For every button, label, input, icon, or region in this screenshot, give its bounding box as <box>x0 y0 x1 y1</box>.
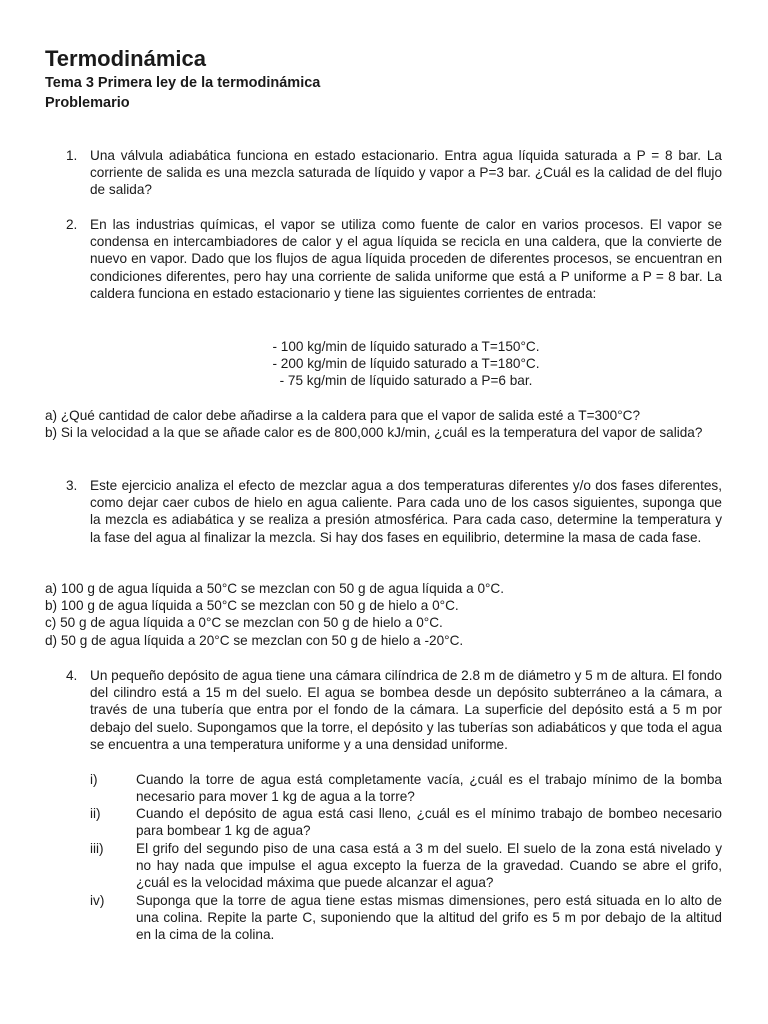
question: b) Si la velocidad a la que se añade calor es de 800,000 kJ/min, ¿cuál es la temperatura del vapor de salida? <box>45 425 703 441</box>
problem-3-cases <box>45 580 725 649</box>
input-stream: - 100 kg/min de líquido saturado a T=150°C. <box>272 339 540 354</box>
section-heading: Problemario <box>45 95 130 111</box>
problem-text: Una válvula adiabática funciona en estado estacionario. Entra agua líquida saturada a P = 8 bar. La corriente de salida es una mezcla saturada de líquido y vapor a P=3 bar. ¿Cuál es la calidad de del flujo de salida? <box>90 148 722 198</box>
problem-text: Este ejercicio analiza el efecto de mezclar agua a dos temperaturas diferentes y/o dos fases diferentes, como dejar caer cubos de hielo en agua caliente. Para cada uno de los casos siguientes, suponga que la mezcla es adiabática y se realiza a presión atmosférica. Para cada caso, determine la temperatura y la fase del agua al finalizar la mezcla. Si hay dos fases en equilibrio, determine la masa de cada fase. <box>90 478 722 545</box>
problem-text: Un pequeño depósito de agua tiene una cámara cilíndrica de 2.8 m de diámetro y 5 m de altura. El fondo del cilindro está a 15 m del suelo. El agua se bombea desde un depósito subterráneo a la cámara, a través de una tubería que entra por el fondo de la cámara. La superficie del depósito está a 5 m por debajo del suelo. Supongamos que la torre, el depósito y las tuberías son adiabáticos y que toda el agua se encuentra a una temperatura uniforme y a una densidad uniforme. <box>90 668 722 752</box>
input-streams-list <box>90 338 722 390</box>
document-subtitle: Tema 3 Primera ley de la termodinámica <box>45 75 321 91</box>
subpart-text: El grifo del segundo piso de una casa está a 3 m del suelo. El suelo de la zona está nivelado y no hay nada que impulse el agua excepto la fuerza de la gravedad. Cuando se abre el grifo, ¿cuál es la velocidad máxima que puede alcanzar el agua? <box>136 841 722 891</box>
input-stream: - 200 kg/min de líquido saturado a T=180°C. <box>272 356 540 372</box>
subpart-text: Cuando la torre de agua está completamente vacía, ¿cuál es el trabajo mínimo de la bomba necesario para mover 1 kg de agua a la torre? <box>136 772 722 805</box>
subpart-label: iv) <box>90 893 105 908</box>
input-stream: - 75 kg/min de líquido saturado a P=6 bar. <box>279 373 533 389</box>
subpart-text: Suponga que la torre de agua tiene estas mismas dimensiones, pero está situada en lo alto de una colina. Repite la parte C, suponiendo que la altitud del grifo es 5 m por debajo de la altitud en la cima de la colina. <box>136 893 722 943</box>
subpart-label: ii) <box>90 806 101 821</box>
document-title: Termodinámica <box>45 46 206 71</box>
case-item: a) 100 g de agua líquida a 50°C se mezclan con 50 g de agua líquida a 0°C. <box>45 581 505 596</box>
case-item: d) 50 g de agua líquida a 20°C se mezclan con 50 g de hielo a -20°C. <box>45 632 464 648</box>
problem-number: 4. <box>66 668 78 683</box>
case-item: c) 50 g de agua líquida a 0°C se mezclan con 50 g de hielo a 0°C. <box>45 615 443 631</box>
subpart-label: iii) <box>90 841 104 856</box>
problem-number: 3. <box>66 478 78 493</box>
problem-number: 1. <box>66 148 78 163</box>
question: a) ¿Qué cantidad de calor debe añadirse a la caldera para que el vapor de salida esté a T=300°C? <box>45 408 641 423</box>
problem-number: 2. <box>66 217 78 232</box>
problem-2-questions <box>45 407 725 441</box>
problem-text: En las industrias químicas, el vapor se utiliza como fuente de calor en varios procesos. El vapor se condensa en intercambiadores de calor y el agua líquida se recicla en una caldera, que la convierte de nuevo en vapor. Dado que los flujos de agua líquida proceden de diferentes procesos, se encuentran en condiciones diferentes, pero hay una corriente de salida uniforme que está a P uniforme a P = 8 bar. La caldera funciona en estado estacionario y tiene las siguientes corrientes de entrada: <box>90 217 722 301</box>
subpart-label: i) <box>90 772 98 787</box>
case-item: b) 100 g de agua líquida a 50°C se mezclan con 50 g de hielo a 0°C. <box>45 598 459 614</box>
subpart-text: Cuando el depósito de agua está casi lleno, ¿cuál es el mínimo trabajo de bombeo necesario para bombear 1 kg de agua? <box>136 806 722 839</box>
